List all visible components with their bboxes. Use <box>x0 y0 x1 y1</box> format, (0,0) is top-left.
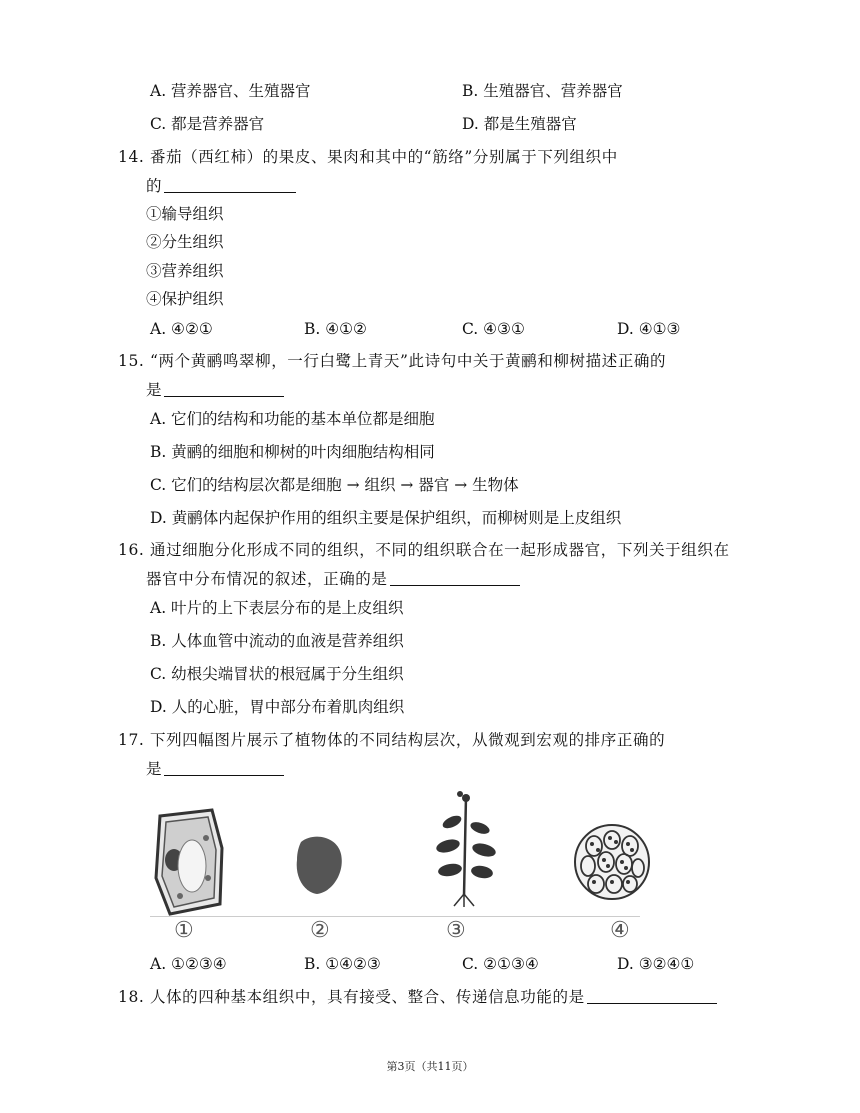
figure-label-1: ① <box>174 918 194 943</box>
q13-option-d: D. 都是生殖器官 <box>462 115 577 133</box>
figure-label-4: ④ <box>610 918 630 943</box>
q14-item-1: ①输导组织 <box>146 205 224 223</box>
q16-option-a: A. 叶片的上下表层分布的是上皮组织 <box>150 599 404 617</box>
q15-answer-blank[interactable] <box>164 380 284 397</box>
q17-stem-text2: 是 <box>146 760 163 778</box>
q16-option-b: B. 人体血管中流动的血液是营养组织 <box>150 632 404 650</box>
q17-figure <box>150 788 670 948</box>
q16-stem-line1 <box>118 539 730 561</box>
q15-option-c: C. 它们的结构层次都是细胞 → 组织 → 器官 → 生物体 <box>150 476 519 494</box>
q16-number: 16. <box>118 541 145 559</box>
q15-stem-line1 <box>118 350 666 372</box>
q13-option-a: A. 营养器官、生殖器官 <box>150 82 311 100</box>
figure-label-3: ③ <box>446 918 466 943</box>
q15-option-a: A. 它们的结构和功能的基本单位都是细胞 <box>150 410 435 428</box>
q18-number: 18. <box>118 988 145 1006</box>
q13-option-c: C. 都是营养器官 <box>150 115 265 133</box>
q14-option-d: D. ④①③ <box>617 320 681 338</box>
q15-option-d: D. 黄鹂体内起保护作用的组织主要是保护组织，而柳树则是上皮组织 <box>150 509 622 527</box>
q17-answer-blank[interactable] <box>164 759 284 776</box>
q17-stem-line2 <box>146 758 284 780</box>
q17-option-d: D. ③②④① <box>617 955 695 973</box>
q14-number: 14. <box>118 148 145 166</box>
q15-stem-text2: 是 <box>146 381 163 399</box>
q14-answer-blank[interactable] <box>164 176 296 193</box>
plant-cell-image <box>150 808 230 918</box>
q18-stem-text: 人体的四种基本组织中，具有接受、整合、传递信息功能的是 <box>149 988 585 1006</box>
q17-option-c: C. ②①③④ <box>462 955 539 973</box>
q14-item-4: ④保护组织 <box>146 290 224 308</box>
q17-number: 17. <box>118 731 145 749</box>
q15-number: 15. <box>118 352 145 370</box>
figure-baseline <box>150 916 640 917</box>
tissue-image <box>572 822 652 902</box>
figure-label-2: ② <box>310 918 330 943</box>
leaf-image <box>293 832 345 896</box>
q14-stem-text2: 的 <box>146 177 163 195</box>
q14-item-3: ③营养组织 <box>146 262 224 280</box>
q16-answer-blank[interactable] <box>390 569 520 586</box>
q14-stem-line2 <box>146 175 296 197</box>
q15-stem-text: “两个黄鹂鸣翠柳，一行白鹭上青天”此诗句中关于黄鹂和柳树描述正确的 <box>149 352 667 370</box>
q16-option-d: D. 人的心脏，胃中部分布着肌肉组织 <box>150 698 405 716</box>
q16-stem-text2: 器官中分布情况的叙述，正确的是 <box>146 570 388 588</box>
plant-image <box>430 788 500 908</box>
q14-option-c: C. ④③① <box>462 320 525 338</box>
q16-stem-line2 <box>146 568 520 590</box>
q14-stem-text: 番茄（西红柿）的果皮、果肉和其中的“筋络”分别属于下列组织中 <box>149 148 618 166</box>
q16-stem-text: 通过细胞分化形成不同的组织，不同的组织联合在一起形成器官，下列关于组织在 <box>149 541 730 559</box>
q17-stem-line1 <box>118 729 665 751</box>
page-footer: 第3页（共11页） <box>386 1060 474 1073</box>
q14-stem-line1 <box>118 146 618 168</box>
q14-option-b: B. ④①② <box>304 320 367 338</box>
q17-stem-text: 下列四幅图片展示了植物体的不同结构层次，从微观到宏观的排序正确的 <box>149 731 666 749</box>
q18-answer-blank[interactable] <box>587 987 717 1004</box>
q16-option-c: C. 幼根尖端冒状的根冠属于分生组织 <box>150 665 404 683</box>
q17-option-b: B. ①④②③ <box>304 955 381 973</box>
q17-option-a: A. ①②③④ <box>150 955 227 973</box>
q14-item-2: ②分生组织 <box>146 233 224 251</box>
q15-option-b: B. 黄鹂的细胞和柳树的叶肉细胞结构相同 <box>150 443 435 461</box>
q18-stem <box>118 986 717 1008</box>
q13-option-b: B. 生殖器官、营养器官 <box>462 82 623 100</box>
q14-option-a: A. ④②① <box>150 320 213 338</box>
q15-stem-line2 <box>146 379 284 401</box>
